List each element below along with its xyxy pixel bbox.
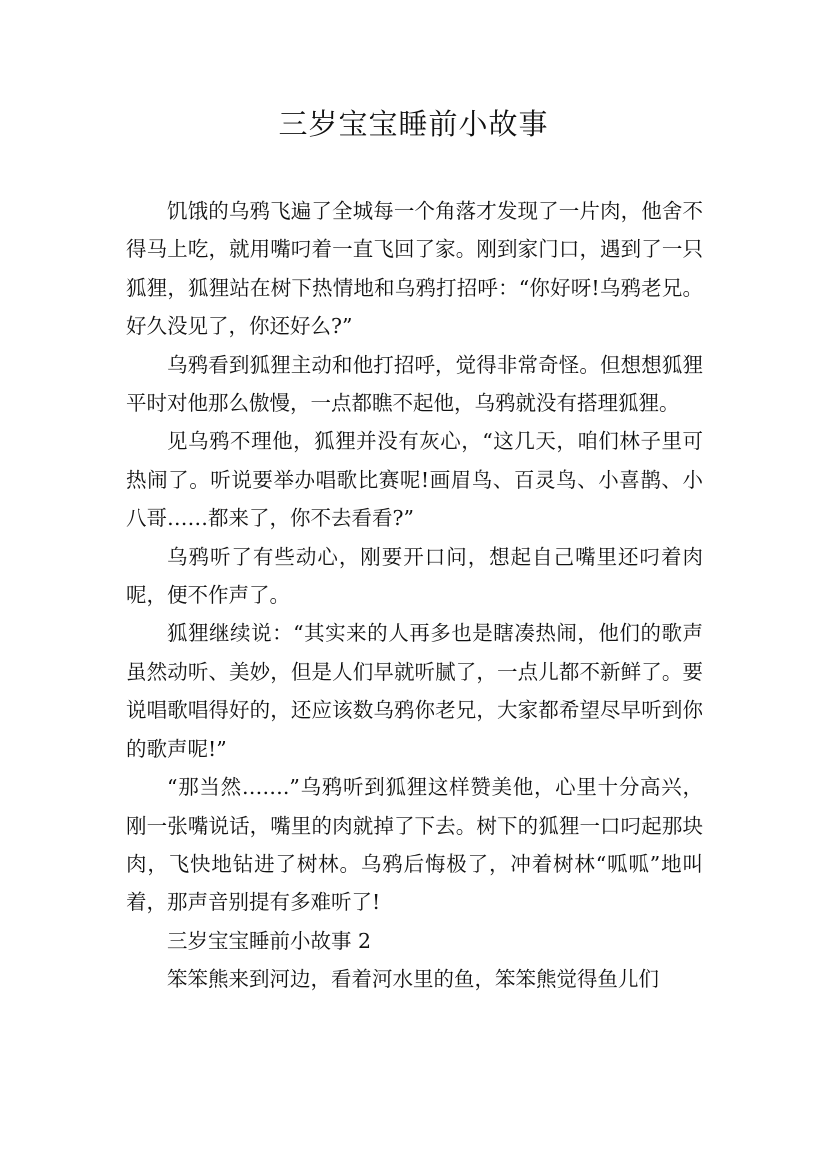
paragraph: 乌鸦听了有些动心，刚要开口问，想起自己嘴里还叼着肉呢，便不作声了。 [126, 544, 703, 608]
paragraph: 见乌鸦不理他，狐狸并没有灰心，“这几天，咱们林子里可热闹了。听说要举办唱歌比赛呢!画眉鸟、百灵鸟、小喜鹊、小八哥……都来了，你不去看看?” [126, 429, 703, 531]
paragraph: 乌鸦看到狐狸主动和他打招呼，觉得非常奇怪。但想想狐狸平时对他那么傲慢，一点都瞧不起他，乌鸦就没有搭理狐狸。 [126, 352, 703, 416]
document-body [126, 192, 703, 999]
paragraph: 笨笨熊来到河边，看着河水里的鱼，笨笨熊觉得鱼儿们 [167, 967, 659, 992]
paragraph: 狐狸继续说：“其实来的人再多也是瞎凑热闹，他们的歌声虽然动听、美妙，但是人们早就听腻了，一点儿都不新鲜了。要说唱歌唱得好的，还应该数乌鸦你老兄，大家都希望尽早听到你的歌声呢!” [126, 621, 703, 761]
document-title: 三岁宝宝睡前小故事 [278, 107, 549, 141]
paragraph: “那当然…….”乌鸦听到狐狸这样赞美他，心里十分高兴，刚一张嘴说话，嘴里的肉就掉了下去。树下的狐狸一口叼起那块肉，飞快地钻进了树林。乌鸦后悔极了，冲着树林“呱呱”地叫着，那声音别提有多难听了! [126, 775, 703, 915]
paragraph: 饥饿的乌鸦飞遍了全城每一个角落才发现了一片肉，他舍不得马上吃，就用嘴叼着一直飞回了家。刚到家门口，遇到了一只狐狸，狐狸站在树下热情地和乌鸦打招呼：“你好呀!乌鸦老兄。好久没见了，你还好么?” [126, 199, 703, 339]
section-heading: 三岁宝宝睡前小故事 2 [167, 928, 372, 953]
